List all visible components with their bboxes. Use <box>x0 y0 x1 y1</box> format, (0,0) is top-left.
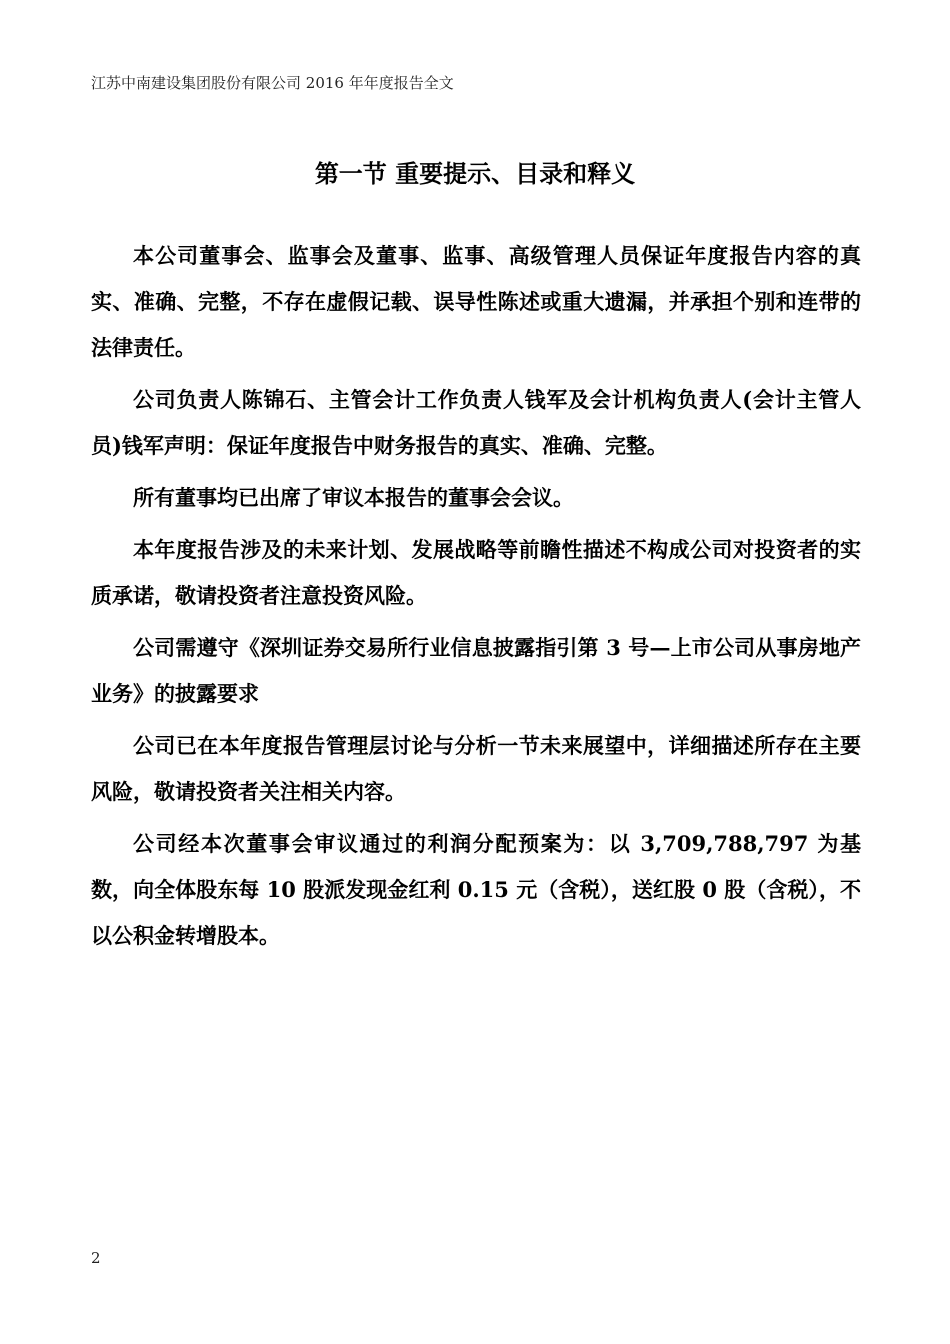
paragraph-board-guarantee: 本公司董事会、监事会及董事、监事、高级管理人员保证年度报告内容的真实、准确、完整，不存在虚假记载、误导性陈述或重大遗漏，并承担个别和连带的法律责任。 <box>91 243 861 360</box>
paragraph-financial-statement-declaration: 公司负责人陈锦石、主管会计工作负责人钱军及会计机构负责人(会计主管人员)钱军声明：保证年度报告中财务报告的真实、准确、完整。 <box>91 387 861 458</box>
paragraph-profit-distribution: 公司经本次董事会审议通过的利润分配预案为：以 3,709,788,797 为基数，向全体股东每 10 股派发现金红利 0.15 元（含税），送红股 0 股（含税），不以公积金转增股本。 <box>91 831 861 948</box>
page-number: 2 <box>91 1249 101 1267</box>
paragraph-risk-notice: 公司已在本年度报告管理层讨论与分析一节未来展望中，详细描述所存在主要风险，敬请投资者关注相关内容。 <box>91 733 861 804</box>
paragraph-forward-looking-statement: 本年度报告涉及的未来计划、发展战略等前瞻性描述不构成公司对投资者的实质承诺，敬请投资者注意投资风险。 <box>91 537 861 608</box>
running-header: 江苏中南建设集团股份有限公司 2016 年年度报告全文 <box>91 74 454 92</box>
paragraph-director-attendance: 所有董事均已出席了审议本报告的董事会会议。 <box>133 485 574 510</box>
body-text <box>91 233 861 965</box>
section-title: 第一节 重要提示、目录和释义 <box>314 159 636 188</box>
paragraph-disclosure-guideline: 公司需遵守《深圳证券交易所行业信息披露指引第 3 号—上市公司从事房地产业务》的披露要求 <box>91 635 861 706</box>
